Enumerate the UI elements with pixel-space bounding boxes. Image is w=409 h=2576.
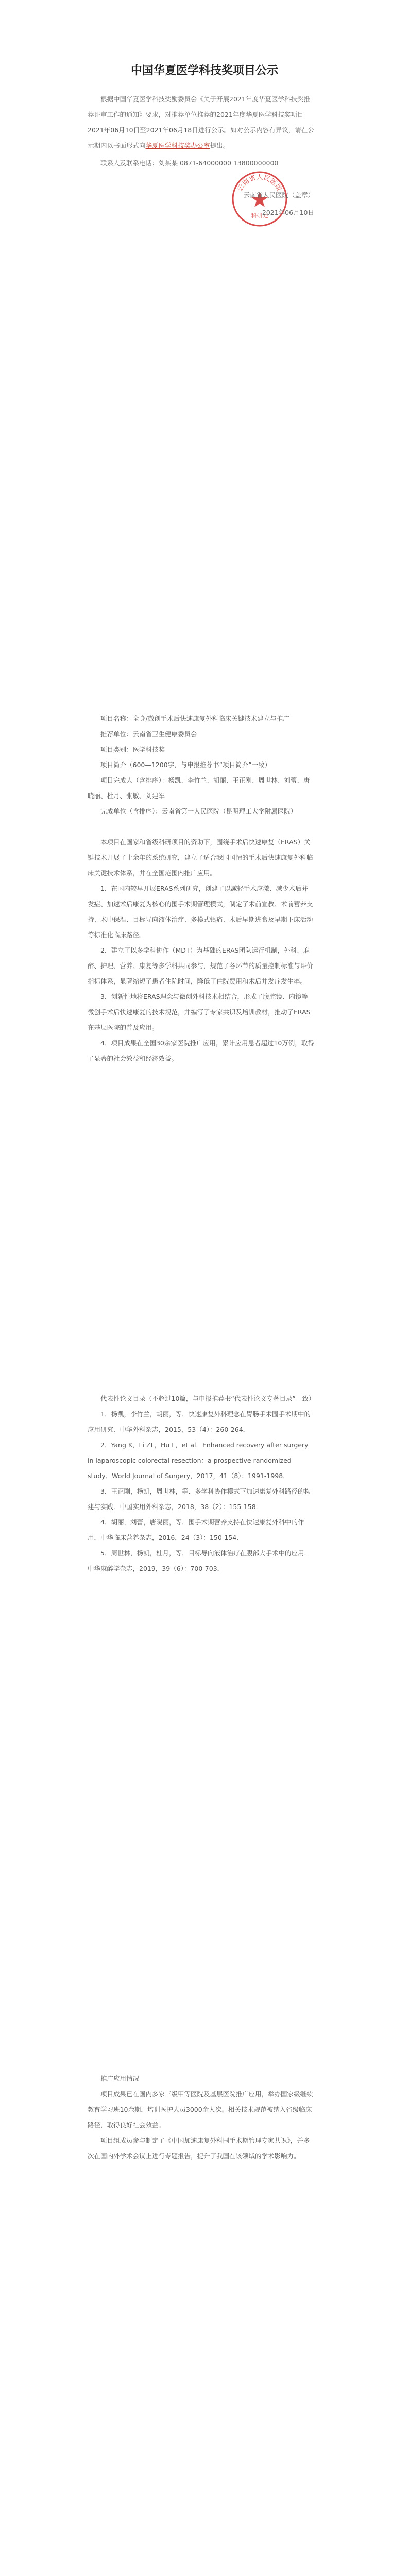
project-completers: 项目完成人（含排序）：杨凯、李竹兰、胡丽、王正刚、周世林、刘蕾、唐晓丽、杜月、张敏、刘建军 xyxy=(88,776,310,800)
paper-item: 3．王正刚，杨凯，周世林，等．多学科协作模式下加速康复外科路径的构建与实践．中国实用外科杂志，2018，38（2）：155-158． xyxy=(88,1487,311,1511)
intro-paragraph: 4．项目成果在全国30余家医院推广应用，累计应用患者超过10万例，取得了显著的社会效益和经济效益。 xyxy=(88,1039,314,1062)
project-intro-label: 项目简介（600—1200字，与申报推荐书“项目简介”一致） xyxy=(100,761,271,769)
project-category: 项目类别：医学科技奖 xyxy=(100,745,165,753)
notice-text-b: 进行公示。如对公示内容有异议，请在公示期内以书面形式向 xyxy=(88,126,314,149)
seal-top-text: 云南省人民医院 xyxy=(236,174,283,193)
project-name: 项目名称：全身/微创手术后快速康复外科临床关键技术建立与推广 xyxy=(100,715,289,722)
project-nominator: 推荐单位：云南省卫生健康委员会 xyxy=(100,730,197,738)
papers-label: 代表性论文目录（不超过10篇，与申报推荐书“代表性论文专著目录”一致） xyxy=(100,1395,315,1402)
seal-bottom-text: 科研处 xyxy=(251,212,268,219)
project-info-section xyxy=(88,711,314,819)
contact-line: 联系人及联系电话：刘某某 0871-64000000 13800000000 xyxy=(100,159,279,167)
paper-item: 2．Yang K，Li ZL，Hu L，et al．Enhanced recovery after surgery in laparoscopic colorectal resection：a prospective randomized study．World Journal of Surgery，2017，41（8）：1991-1998． xyxy=(88,1441,309,1480)
notice-start-date: 2021年06月10日 xyxy=(88,126,140,134)
notice-text-a: 根据中国华夏医学科技奖励委员会《关于开展2021年度华夏医学科技奖推荐评审工作的通知》要求，对推荐单位推荐的2021年度华夏医学科技奖项目 xyxy=(88,95,310,118)
paper-item: 1．杨凯，李竹兰，胡丽，等．快速康复外科理念在胃肠手术围手术期中的应用研究．中华外科杂志，2015，53（4）：260-264． xyxy=(88,1410,311,1433)
signature-block xyxy=(170,187,314,222)
paper-item: 4．胡丽，刘蕾，唐晓丽，等．围手术期营养支持在快速康复外科中的作用．中华临床营养杂志，2016，24（3）：150-154． xyxy=(88,1518,304,1541)
project-completer-units: 完成单位（含排序）：云南省第一人民医院（昆明理工大学附属医院） xyxy=(100,807,297,815)
awards-label: 推广应用情况 xyxy=(100,2075,140,2082)
notice-text-c: 提出。 xyxy=(210,142,230,149)
intro-paragraph: 3．创新性地将ERAS理念与微创外科技术相结合，形成了腹腔镜、内镜等微创手术后快速康复的技术规范，并编写了专家共识及培训教材，推动了ERAS在基层医院的普及应用。 xyxy=(88,993,311,1031)
project-intro-section xyxy=(88,835,314,1066)
awards-paragraph: 项目组成员参与制定了《中国加速康复外科围手术期管理专家共识》，并多次在国内外学术会议上进行专题报告，提升了我国在该领域的学术影响力。 xyxy=(88,2137,310,2160)
notice-paragraph xyxy=(88,92,314,154)
awards-section xyxy=(88,2071,314,2164)
paper-item: 5．周世林，杨凯，杜月，等．目标导向液体治疗在腹部大手术中的应用．中华麻醉学杂志，2019，39（6）：700-703． xyxy=(88,1549,311,1572)
papers-section xyxy=(88,1391,314,1577)
notice-office-link[interactable]: 华夏医学科技奖办公室 xyxy=(145,142,210,149)
page-title: 中国华夏医学科技奖项目公示 xyxy=(130,64,278,77)
signature-date: 2021年06月10日 xyxy=(262,209,314,216)
intro-paragraph: 本项目在国家和省级科研项目的资助下，围绕手术后快速康复（ERAS）关键技术开展了十余年的系统研究，建立了适合我国国情的手术后快速康复外科临床关键技术体系，并在全国范围内推广应用。 xyxy=(88,838,313,877)
signature-org: 云南省人民医院（盖章） xyxy=(243,191,314,199)
intro-paragraph: 1．在国内较早开展ERAS系列研究，创建了以减轻手术应激、减少术后并发症、加速术后康复为核心的围手术期管理模式，制定了术前宣教、术前营养支持、术中保温、目标导向液体治疗、多模式镇痛、术后早期进食及早期下床活动等标准化临床路径。 xyxy=(88,885,313,939)
notice-end-date: 2021年06月18日 xyxy=(146,126,198,134)
intro-paragraph: 2．建立了以多学科协作（MDT）为基础的ERAS团队运行机制，外科、麻醉、护理、营养、康复等多学科共同参与，规范了各环节的质量控制标准与评价指标体系，显著缩短了患者住院时间，降低了住院费用和术后并发症发生率。 xyxy=(88,946,313,985)
notice-text-mid: 至 xyxy=(140,126,146,134)
awards-paragraph: 项目成果已在国内多家三级甲等医院及基层医院推广应用，举办国家级继续教育学习班10余期，培训医护人员3000余人次。相关技术规范被纳入省级临床路径，取得良好社会效益。 xyxy=(88,2090,313,2129)
